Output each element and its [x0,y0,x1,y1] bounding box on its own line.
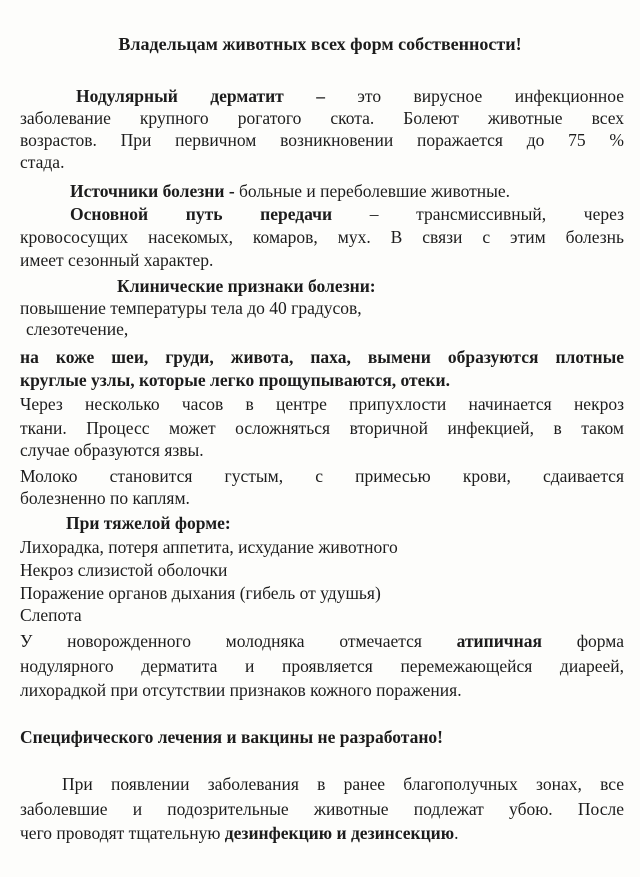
transmission-line-2: кровососущих насекомых, комаров, мух. В связи с этим болезнь [20,227,624,247]
necrosis-line-2: ткани. Процесс может осложняться вторичной инфекцией, в таком [20,418,624,438]
sources-line [70,181,640,202]
sources-label: Источники болезни - [70,181,235,201]
sign-nodes-line-2: круглые узлы, которые легко прощупываются, отеки. [20,370,450,390]
transmission-line-3: имеет сезонный характер. [20,250,214,270]
milk-line-2: болезненно по каплям. [20,488,190,508]
intro-line-1 [76,86,624,107]
intro-line-4: стада. [20,152,65,172]
young-line-3: лихорадкой при отсутствии признаков кожного поражения. [20,680,462,700]
outbreak-line-1: При появлении заболевания в ранее благополучных зонах, все [62,774,624,794]
severe-item: Слепота [20,605,82,625]
outbreak-line-2: заболевшие и подозрительные животные подлежат убою. После [20,799,624,819]
outbreak-line-3 [20,823,624,844]
sign-tearing: слезотечение, [26,319,129,339]
severe-item: Поражение органов дыхания (гибель от удушья) [20,583,381,603]
young-line-2: нодулярного дерматита и проявляется перемежающейся диареей, [20,656,624,676]
page-title: Владельцам животных всех форм собственности! [118,34,522,54]
intro-line-3: возрастов. При первичном возникновении поражается до 75 % [20,130,624,150]
severe-item: Лихорадка, потеря аппетита, исхудание животного [20,537,398,557]
young-text-post: форма [576,631,625,651]
signs-heading: Клинические признаки болезни: [117,276,376,296]
transmission-line-1 [70,204,624,225]
intro-text-1: это вирусное инфекционное [357,86,624,106]
disinfection-term: дезинфекцию и дезинсекцию [224,823,455,843]
milk-line-1: Молоко становится густым, с примесью крови, сдаивается [20,466,624,486]
sign-fever: повышение температуры тела до 40 градусов, [20,298,362,318]
young-line-1 [20,631,624,652]
transmission-text-1: – трансмиссивный, через [369,204,624,224]
disease-name: Нодулярный дерматит – [76,86,325,106]
necrosis-line-1: Через несколько часов в центре припухлости начинается некроз [20,394,624,414]
atypical-term: атипичная [456,631,542,651]
severe-item: Некроз слизистой оболочки [20,560,228,580]
sources-text: больные и переболевшие животные. [239,181,511,201]
young-text-pre: У новорожденного молодняка отмечается [20,631,422,651]
severe-heading: При тяжелой форме: [66,513,231,533]
transmission-label: Основной путь передачи [70,204,333,224]
intro-line-2: заболевание крупного рогатого скота. Болеют животные всех [20,108,624,128]
outbreak-text-pre: чего проводят тщательную [20,823,221,843]
necrosis-line-3: случае образуются язвы. [20,440,204,460]
sign-nodes-line-1: на коже шеи, груди, живота, паха, вымени образуются плотные [20,347,624,367]
no-treatment-warning: Специфического лечения и вакцины не разработано! [20,727,444,747]
outbreak-period: . [454,823,459,843]
